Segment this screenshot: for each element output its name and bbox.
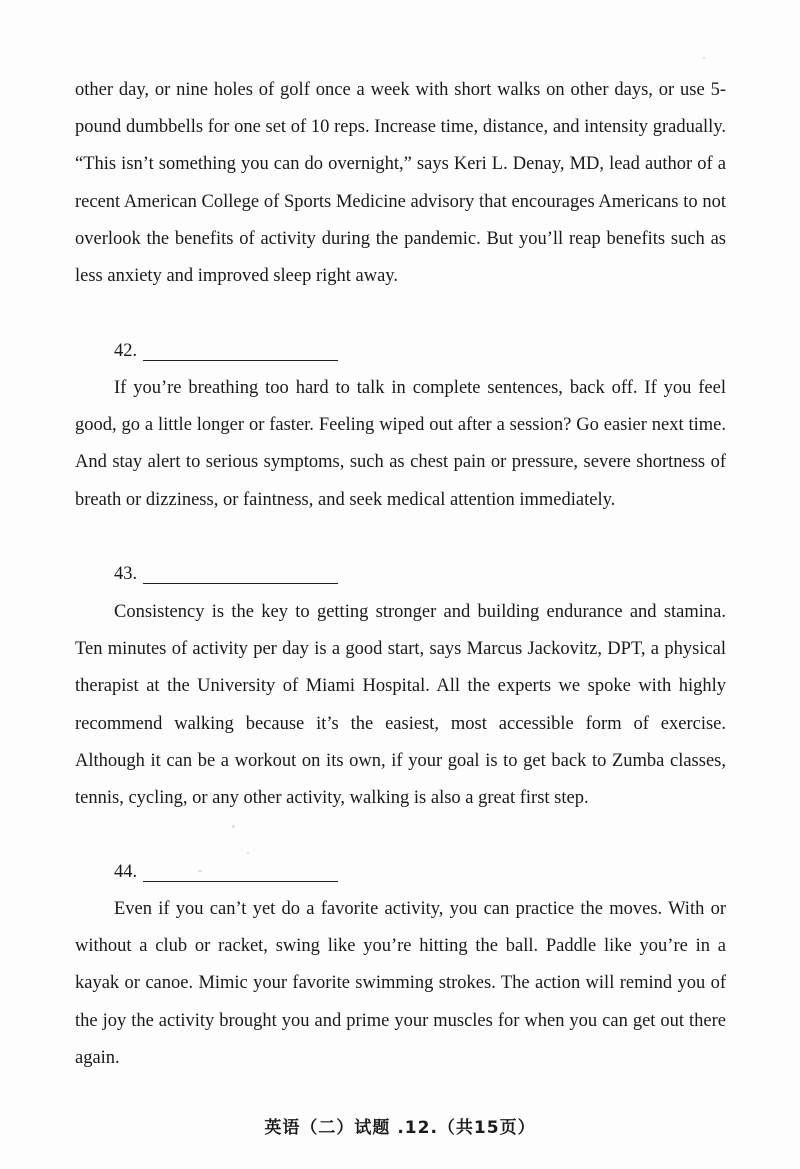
paragraph-2: If you’re breathing too hard to talk in complete sentences, back off. If you feel good, go a little longer or faster. Feeling wiped out after a session? Go easier next time. And stay alert to serious symptoms, such as chest pain or pressure, severe shortness of breath or dizziness, or faintness, and seek medical attention immediately.	[75, 378, 726, 510]
question-43-blank[interactable]	[114, 556, 338, 593]
paragraph-1-container	[75, 72, 726, 295]
question-44-number: 44.	[114, 862, 138, 882]
question-43-number: 43.	[114, 564, 138, 584]
answer-line-42[interactable]	[143, 360, 338, 361]
paragraph-4-container	[75, 891, 726, 1077]
answer-line-43[interactable]	[143, 583, 338, 584]
answer-line-44[interactable]	[143, 881, 338, 882]
scan-speck	[232, 825, 235, 828]
question-42-blank[interactable]	[114, 333, 338, 370]
paragraph-4: Even if you can’t yet do a favorite activity, you can practice the moves. With or without a club or racket, swing like you’re hitting the ball. Paddle like you’re in a kayak or canoe. Mimic your favorite swimming strokes. The action will remind you of the joy the activity brought you and prime your muscles for when you can get out there again.	[75, 899, 726, 1068]
paragraph-1: other day, or nine holes of golf once a week with short walks on other days, or use 5-pound dumbbells for one set of 10 reps. Increase time, distance, and intensity gradually. “This isn’t something you can do overnight,” says Keri L. Denay, MD, lead author of a recent American College of Sports Medicine advisory that encourages Americans to not overlook the benefits of activity during the pandemic. But you’ll reap benefits such as less anxiety and improved sleep right away.	[75, 80, 726, 287]
paragraph-3: Consistency is the key to getting stronger and building endurance and stamina. Ten minutes of activity per day is a good start, says Marcus Jackovitz, DPT, a physical therapist at the University of Miami Hospital. All the experts we spoke with highly recommend walking because it’s the easiest, most accessible form of exercise. Although it can be a workout on its own, if your goal is to get back to Zumba classes, tennis, cycling, or any other activity, walking is also a great first step.	[75, 602, 726, 809]
page-footer: 英语（二）试题 .12.（共15页）	[264, 1118, 536, 1138]
question-42-number: 42.	[114, 341, 138, 361]
paragraph-3-container	[75, 594, 726, 817]
paragraph-2-container	[75, 370, 726, 519]
scan-speck	[198, 870, 202, 872]
question-44-blank[interactable]	[114, 854, 338, 891]
scan-speck	[247, 852, 249, 854]
scan-speck	[703, 57, 705, 59]
